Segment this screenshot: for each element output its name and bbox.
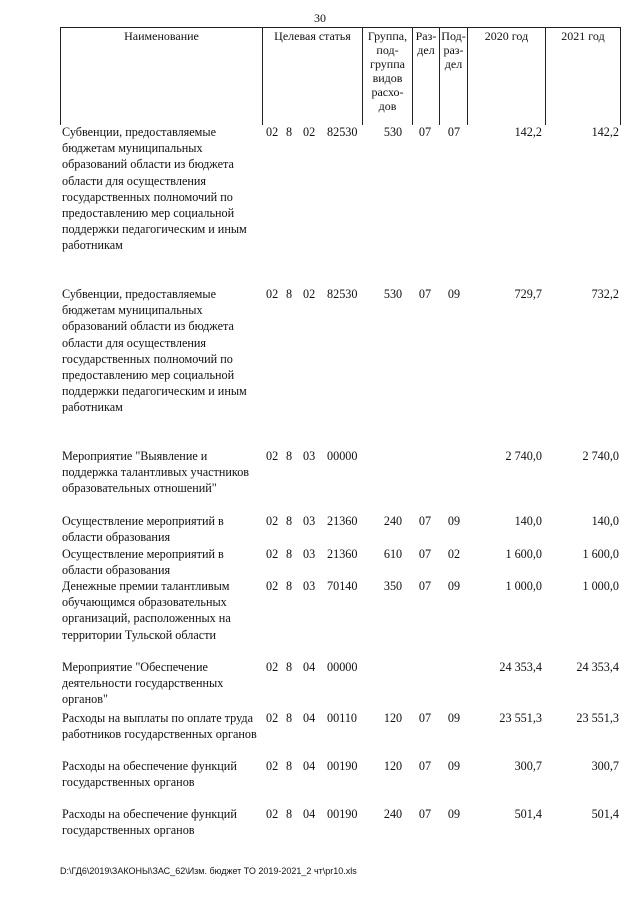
row-code-direction: 21360 [327,514,358,528]
row-name: Расходы на обеспечение функций государственных органов [62,759,237,790]
row-code-program: 02 [266,514,279,528]
row-section: 07 [418,711,432,725]
row-code-event: 03 [303,514,316,528]
row-name: Мероприятие "Выявление и поддержка талантливых участников образовательных отношений" [62,449,250,496]
row-amount-2020: 23 551,3 [499,711,542,725]
header-section-line: дел [417,43,435,57]
header-top-border [60,27,620,28]
row-code-event: 04 [303,660,316,674]
row-group: 610 [383,547,403,561]
row-section: 07 [418,579,432,593]
header-subsection-line: дел [444,57,463,71]
row-amount-2020: 1 000,0 [505,579,542,593]
row-code-event: 04 [303,759,316,773]
row-subsection: 09 [447,711,461,725]
row-name: Субвенции, предоставляемые бюджетам муниципальных образований области из бюджета области для осуществления государственных полномочий по предоставлению мер социальной поддержки педагогическим и иным работникам [62,287,247,415]
row-amount-2021: 732,2 [591,287,619,301]
row-subsection: 09 [447,579,461,593]
row-group: 120 [383,759,403,773]
header-subsection-line: Под- [441,29,466,43]
row-group: 350 [383,579,403,593]
header-border-right [620,27,621,125]
row-section: 07 [418,125,432,139]
row-section: 07 [418,514,432,528]
row-code-event: 04 [303,711,316,725]
row-name: Расходы на выплаты по оплате труда работников государственных органов [62,711,257,742]
row-code-direction: 00000 [327,449,358,463]
row-code-program: 02 [266,449,279,463]
row-code-program: 02 [266,660,279,674]
row-name: Осуществление мероприятий в области образования [62,514,224,545]
row-group: 240 [383,807,403,821]
row-name: Денежные премии талантливым обучающимся образовательных организаций, расположенных на территории Тульской области [62,579,231,642]
row-section: 07 [418,547,432,561]
row-group: 240 [383,514,403,528]
row-code-type: 8 [286,547,293,561]
header-subsection [440,29,467,71]
row-code-event: 03 [303,579,316,593]
row-amount-2020: 142,2 [514,125,542,139]
header-subsection-line: раз- [443,43,464,57]
row-subsection: 07 [447,125,461,139]
row-code-event: 02 [303,287,316,301]
header-section-line: Раз- [415,29,437,43]
file-path-footer: D:\ГД6\2019\ЗАКОНЫ\ЗАС_62\Изм. бюджет ТО 2019-2021_2 чт\pr10.xls [60,866,357,876]
header-group-line: дов [378,99,397,113]
row-code-event: 02 [303,125,316,139]
header-section [413,29,439,57]
row-amount-2021: 1 600,0 [582,547,619,561]
row-code-direction: 00110 [327,711,358,725]
header-group-line: Группа, [367,29,408,43]
row-code-program: 02 [266,579,279,593]
row-code-direction: 00190 [327,759,358,773]
row-amount-2021: 24 353,4 [576,660,619,674]
row-amount-2020: 140,0 [514,514,542,528]
row-code-direction: 21360 [327,547,358,561]
row-section: 07 [418,807,432,821]
row-amount-2020: 24 353,4 [499,660,542,674]
row-name: Мероприятие "Обеспечение деятельности государственных органов" [62,660,224,707]
row-group: 530 [383,287,403,301]
row-code-direction: 82530 [327,125,358,139]
row-code-type: 8 [286,514,293,528]
row-amount-2020: 300,7 [514,759,542,773]
row-amount-2021: 501,4 [591,807,619,821]
row-code-direction: 00000 [327,660,358,674]
row-code-event: 03 [303,449,316,463]
row-amount-2021: 2 740,0 [582,449,619,463]
row-code-type: 8 [286,759,293,773]
header-2020: 2020 год [484,29,529,43]
row-name: Осуществление мероприятий в области образования [62,547,224,578]
row-code-program: 02 [266,759,279,773]
row-subsection: 09 [447,807,461,821]
row-amount-2021: 142,2 [591,125,619,139]
row-subsection: 09 [447,514,461,528]
page-number: 30 [314,11,326,25]
row-code-direction: 70140 [327,579,358,593]
header-group-line: группа [370,57,405,71]
row-code-type: 8 [286,579,293,593]
row-code-type: 8 [286,449,293,463]
row-name: Субвенции, предоставляемые бюджетам муниципальных образований области из бюджета области для осуществления государственных полномочий по предоставлению мер социальной поддержки педагогическим и иным работникам [62,125,247,253]
row-code-program: 02 [266,711,279,725]
header-name: Наименование [124,29,199,43]
header-group-line: видов [372,71,403,85]
row-code-program: 02 [266,125,279,139]
row-code-program: 02 [266,287,279,301]
row-code-type: 8 [286,807,293,821]
row-amount-2021: 300,7 [591,759,619,773]
row-code-type: 8 [286,125,293,139]
row-code-type: 8 [286,660,293,674]
header-target: Целевая статья [274,29,351,43]
row-subsection: 09 [447,287,461,301]
row-name: Расходы на обеспечение функций государственных органов [62,807,237,838]
row-code-event: 03 [303,547,316,561]
row-group: 120 [383,711,403,725]
row-code-type: 8 [286,287,293,301]
row-amount-2021: 23 551,3 [576,711,619,725]
row-amount-2021: 1 000,0 [582,579,619,593]
header-2021: 2021 год [561,29,605,43]
row-code-direction: 82530 [327,287,358,301]
row-section: 07 [418,287,432,301]
row-amount-2021: 140,0 [591,514,619,528]
row-code-program: 02 [266,547,279,561]
row-amount-2020: 1 600,0 [505,547,542,561]
header-group-line: под- [376,43,399,57]
header-group [363,29,412,113]
row-code-event: 04 [303,807,316,821]
row-subsection: 09 [447,759,461,773]
row-amount-2020: 2 740,0 [505,449,542,463]
header-group-line: расхо- [371,85,404,99]
row-section: 07 [418,759,432,773]
row-amount-2020: 501,4 [514,807,542,821]
row-code-direction: 00190 [327,807,358,821]
row-code-program: 02 [266,807,279,821]
row-group: 530 [383,125,403,139]
row-code-type: 8 [286,711,293,725]
row-amount-2020: 729,7 [514,287,542,301]
row-subsection: 02 [447,547,461,561]
